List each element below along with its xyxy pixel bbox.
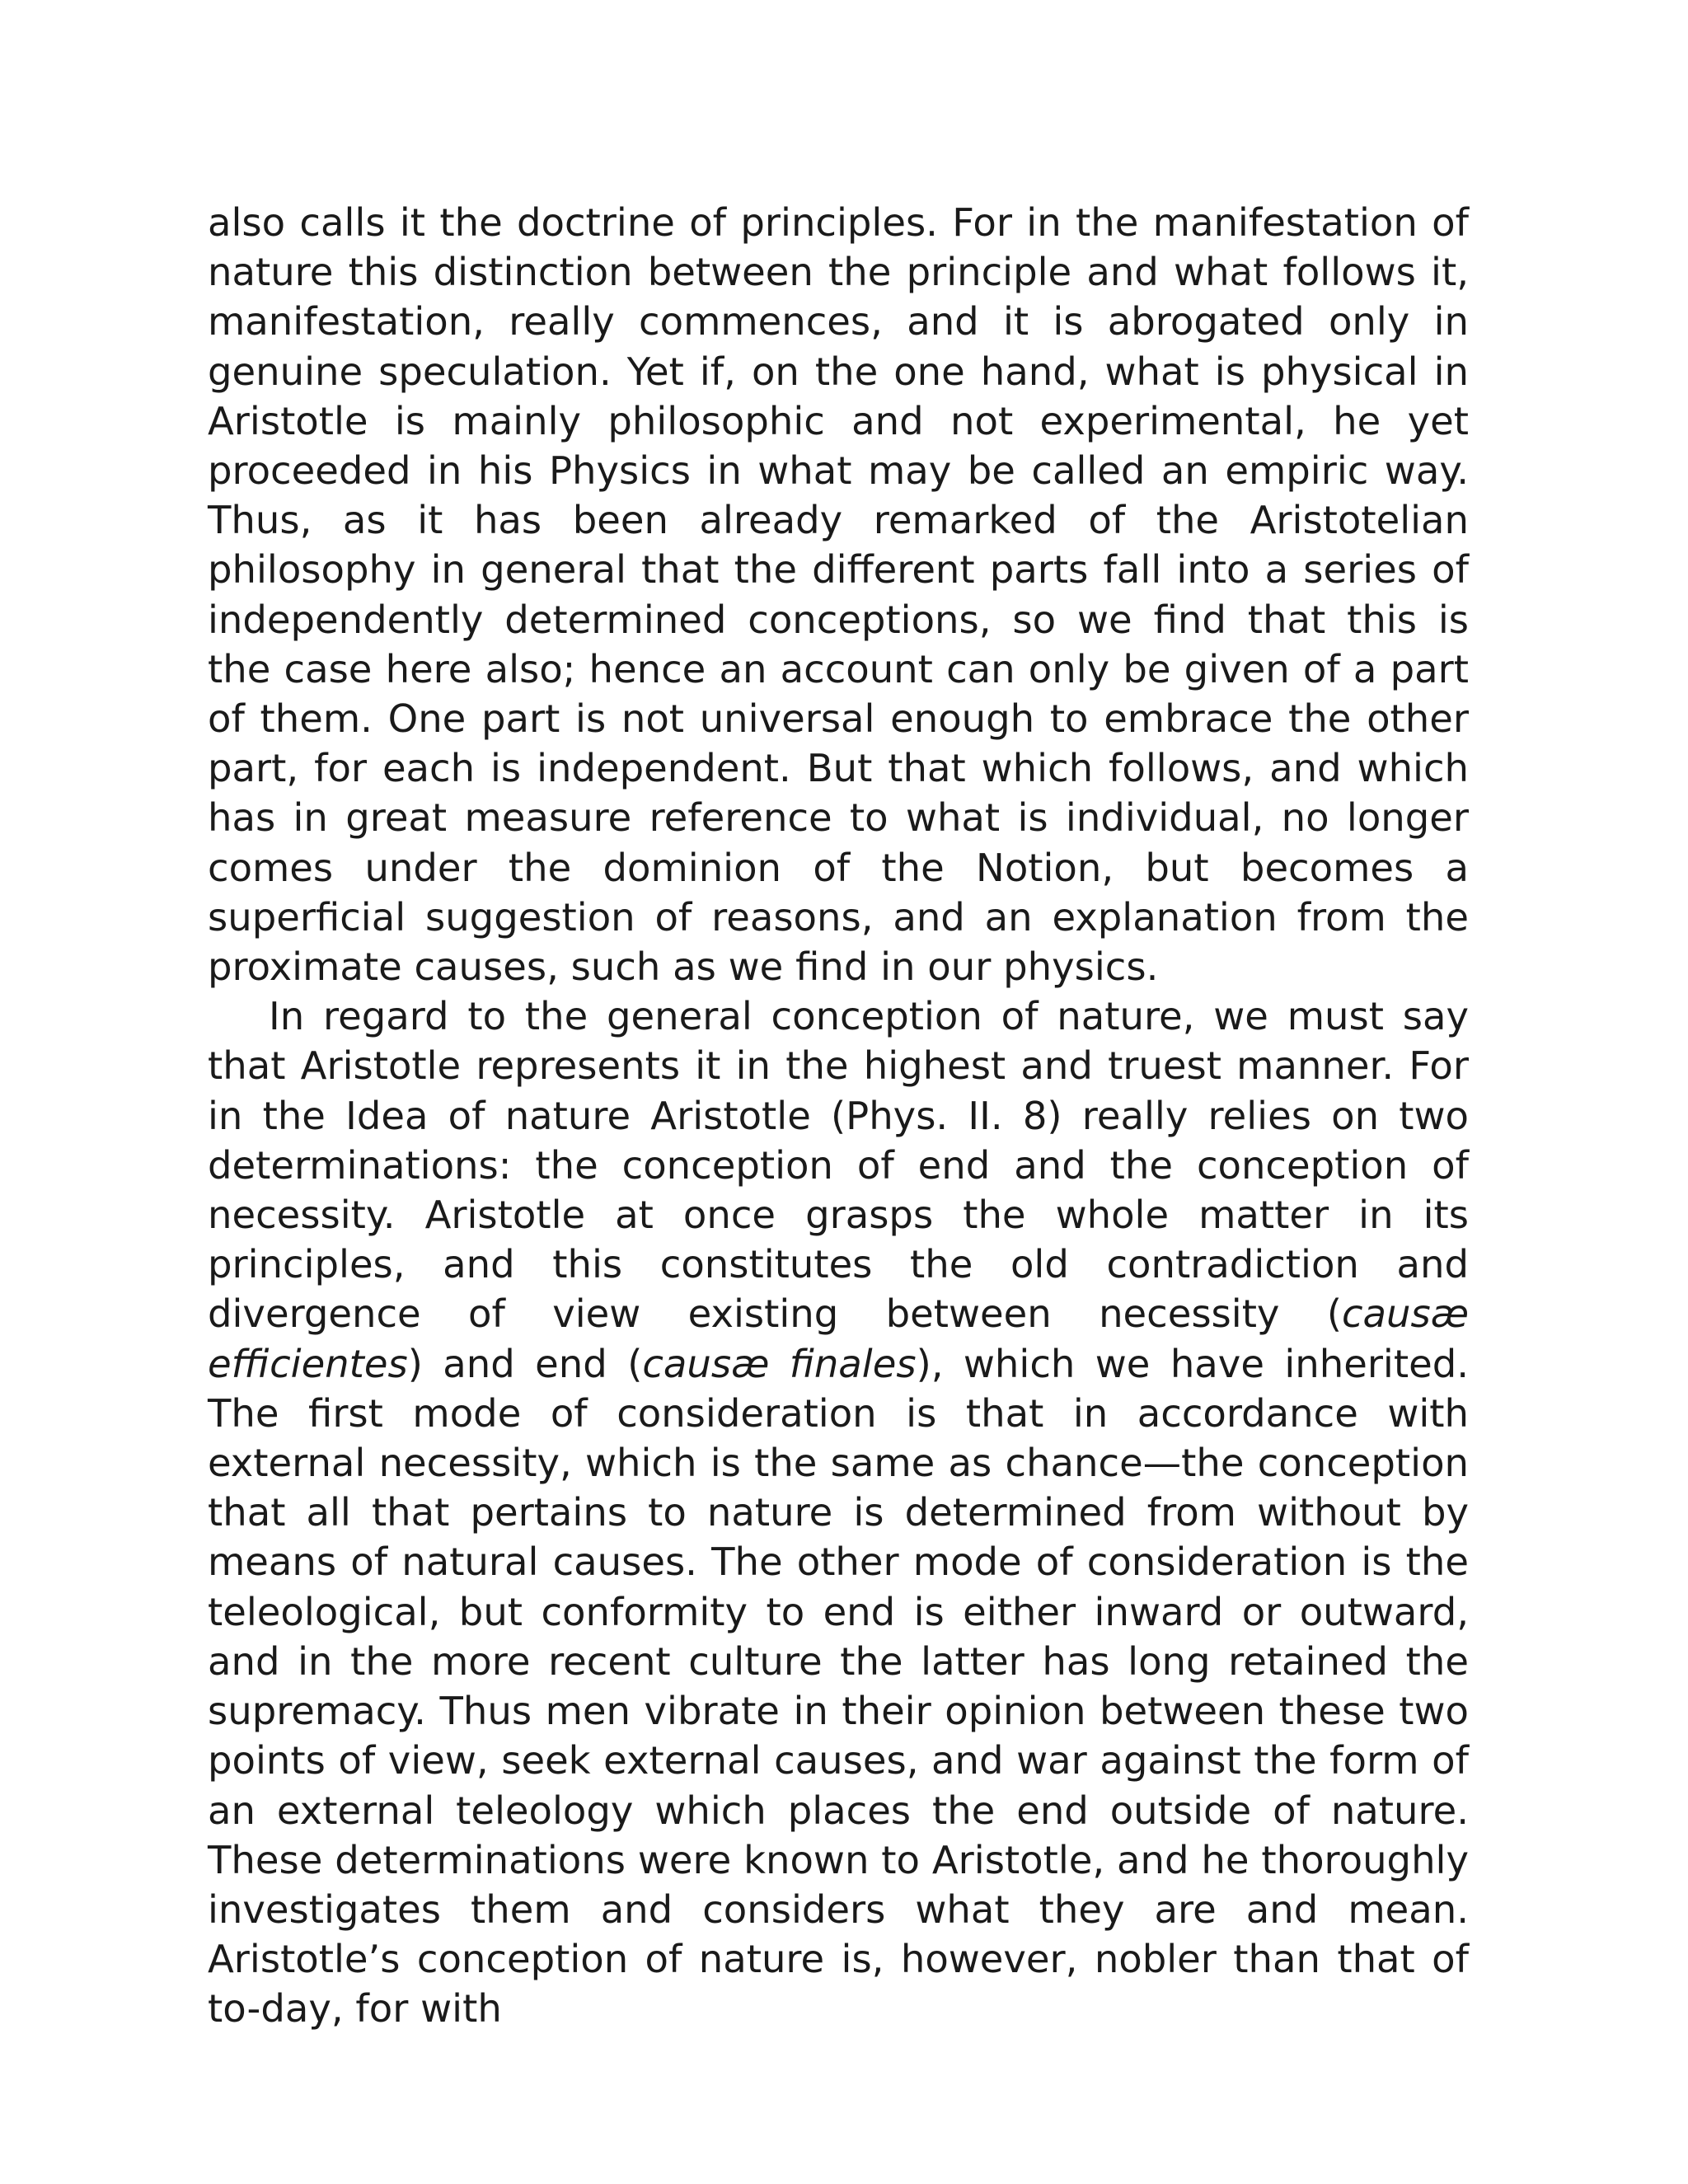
paragraph-text: also calls it the doctrine of principles. For in the manifestation of nature this distinction between the principle and what follows it, manifestation, really commences, and it is abrogated only in genuine speculation. Yet if, on the one hand, what is physical in Aristotle is mainly philosophic and not experimental, he yet proceeded in his Physics in what may be called an empiric way. Thus, as it has been already remarked of the Aristotelian philosophy in general that the different parts fall into a series of independently determined conceptions, so we find that this is the case here also; hence an account can only be given of a part of them. One part is not universal enough to embrace the other part, for each is independent. But that which follows, and which has in great measure reference to what is individual, no longer comes under the dominion of the Notion, but becomes a superficial suggestion of reasons, and an explanation from the proximate causes, such as we find in our physics. (208, 200, 1469, 990)
paragraph-conception-of-nature (208, 991, 1469, 2033)
paragraph-principles (208, 198, 1469, 991)
page-body (208, 198, 1469, 2034)
paragraph-text: ) and end ( (407, 1341, 643, 1386)
latin-term-causae-finales: causæ finales (642, 1341, 917, 1386)
paragraph-text: ), which we have inherited. The first mode of consideration is that in accordance with external necessity, which is the same as chance—the conception that all that pertains to nature is determined from without by means of natural causes. The other mode of consideration is the teleological, but conformity to end is either inward or outward, and in the more recent culture the latter has long retained the supremacy. Thus men vibrate in their opinion between these two points of view, seek external causes, and war against the form of an external teleology which places the end outside of nature. These determinations were known to Aristotle, and he thoroughly investigates them and considers what they are and mean. Aristotle’s conception of nature is, however, nobler than that of to-day, for with (208, 1341, 1469, 2032)
paragraph-text: In regard to the general conception of nature, we must say that Aristotle represents it in the highest and truest manner. For in the Idea of nature Aristotle (Phys. II. 8) really relies on two determinations: the conception of end and the conception of necessity. Aristotle at once grasps the whole matter in its principles, and this constitutes the old contradiction and divergence of view existing between necessity ( (208, 994, 1469, 1337)
latin-term-causae-efficientes: causæ efficientes (208, 1291, 1469, 1386)
